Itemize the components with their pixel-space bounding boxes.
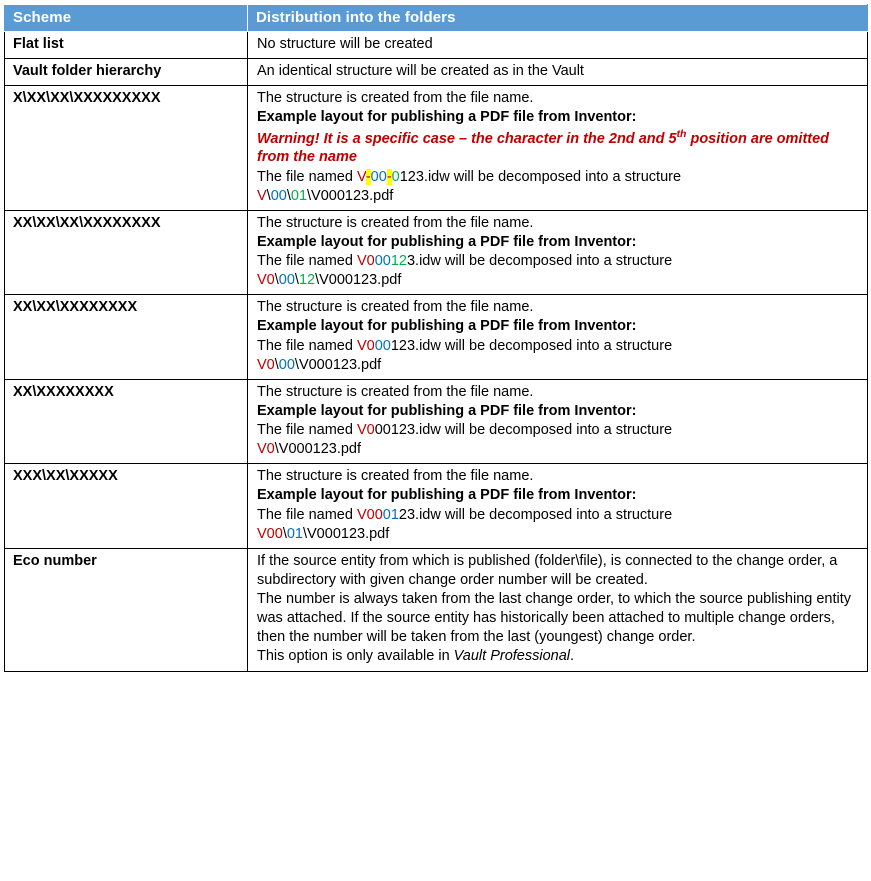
table-header (5, 5, 868, 32)
scheme-name: Flat list (5, 32, 248, 59)
description-line: The structure is created from the file name. (257, 383, 534, 400)
table-row (5, 295, 868, 380)
description-line: If the source entity from which is published (folder\file), is connected to the change order, a subdirectory with given change order number will be created. (257, 552, 838, 588)
table-row (5, 59, 868, 86)
table-row (5, 379, 868, 464)
example-label: Example layout for publishing a PDF file from Inventor: (257, 318, 637, 335)
table-row (5, 32, 868, 59)
scheme-name: XX\XXXXXXXX (5, 379, 248, 464)
availability-note: This option is only available in Vault Professional. (257, 648, 575, 665)
example-path-line: V0\00\12\V000123.pdf (257, 272, 402, 289)
description-line: The structure is created from the file name. (257, 299, 534, 316)
description-line: The structure is created from the file name. (257, 468, 534, 485)
example-label: Example layout for publishing a PDF file from Inventor: (257, 233, 637, 250)
example-path-line: V\00\01\V000123.pdf (257, 187, 394, 204)
example-label: Example layout for publishing a PDF file from Inventor: (257, 109, 637, 126)
example-filename-line: The file named V000123.idw will be decomposed into a structure (257, 422, 673, 439)
example-filename-line: The file named V000123.idw will be decomposed into a structure (257, 506, 673, 523)
column-header-scheme: Scheme (5, 5, 248, 32)
example-path-line: V00\01\V000123.pdf (257, 525, 390, 542)
scheme-name: XX\XX\XXXXXXXX (5, 295, 248, 380)
scheme-description (248, 86, 868, 211)
example-label: Example layout for publishing a PDF file from Inventor: (257, 402, 637, 419)
scheme-description (248, 548, 868, 671)
example-label: Example layout for publishing a PDF file from Inventor: (257, 487, 637, 504)
scheme-description (248, 59, 868, 86)
description-line: No structure will be created (257, 36, 433, 52)
description-line: The structure is created from the file name. (257, 90, 534, 107)
example-filename-line: The file named V000123.idw will be decomposed into a structure (257, 337, 673, 354)
column-header-distribution: Distribution into the folders (248, 5, 868, 32)
table-row (5, 464, 868, 549)
scheme-name: XX\XX\XX\XXXXXXXX (5, 210, 248, 295)
example-path-line: V0\V000123.pdf (257, 441, 362, 458)
example-filename-line: The file named V-00-0123.idw will be decomposed into a structure (257, 168, 682, 185)
description-line: The number is always taken from the last change order, to which the source publishing entity was attached. If the source entity has historically been attached to multiple change orders, then the number will be taken from the last (youngest) change order. (257, 591, 852, 646)
scheme-description (248, 295, 868, 380)
scheme-name: Eco number (5, 548, 248, 671)
example-path-line: V0\00\V000123.pdf (257, 356, 382, 373)
scheme-description (248, 379, 868, 464)
scheme-table (4, 4, 868, 672)
scheme-name: Vault folder hierarchy (5, 59, 248, 86)
table-row (5, 548, 868, 671)
table-row (5, 86, 868, 211)
scheme-name: X\XX\XX\XXXXXXXXX (5, 86, 248, 211)
warning-note: Warning! It is a specific case – the character in the 2nd and 5th position are omitted from the name (257, 128, 830, 166)
table-header-row (5, 5, 868, 32)
table-row (5, 210, 868, 295)
description-line: An identical structure will be created as in the Vault (257, 63, 584, 80)
scheme-name: XXX\XX\XXXXX (5, 464, 248, 549)
scheme-description (248, 210, 868, 295)
example-filename-line: The file named V000123.idw will be decomposed into a structure (257, 253, 673, 270)
scheme-description (248, 464, 868, 549)
scheme-description (248, 32, 868, 59)
table-body (5, 32, 868, 672)
description-line: The structure is created from the file name. (257, 214, 534, 231)
